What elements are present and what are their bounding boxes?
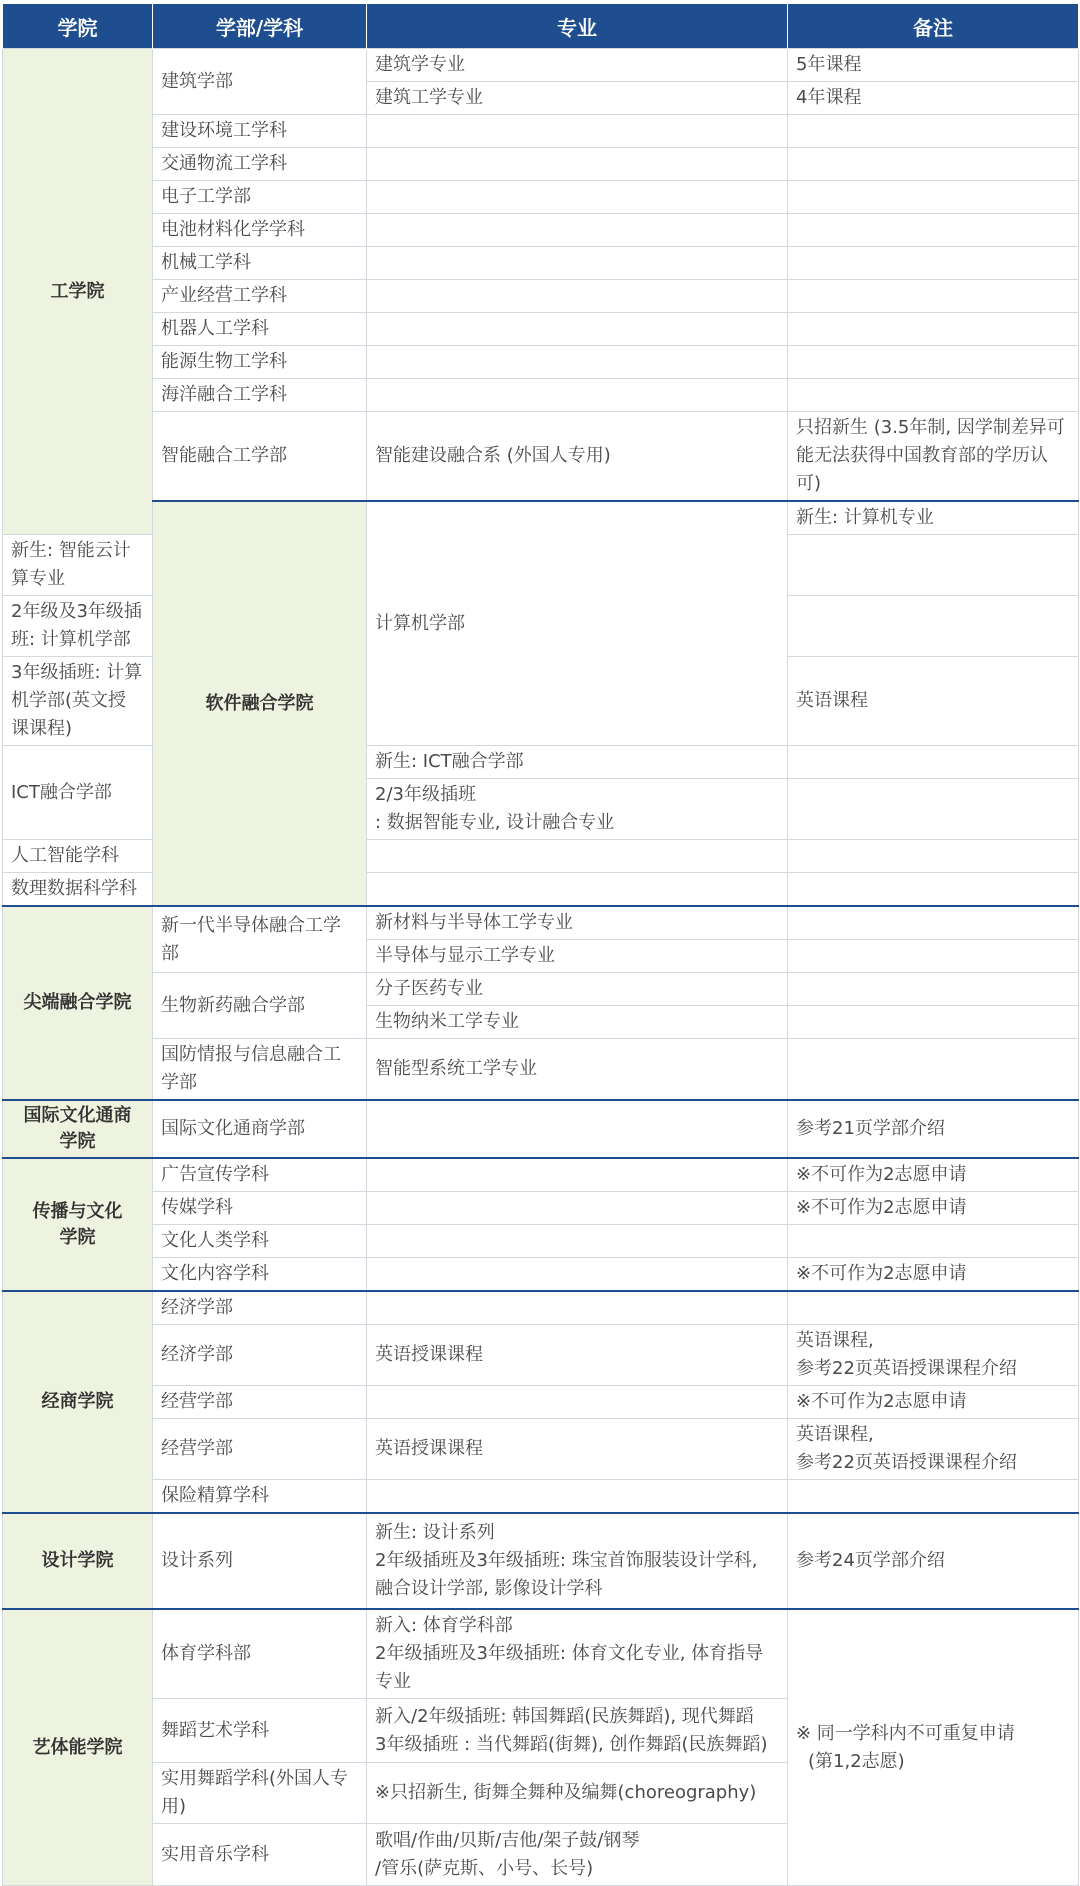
major-cell <box>367 1699 788 1763</box>
college-cell: 经商学院 <box>3 1291 153 1513</box>
dept-cell: 电池材料化学学科 <box>153 214 367 247</box>
major-cell <box>367 280 788 313</box>
major-line: 融合设计学部, 影像设计学科 <box>375 1578 603 1599</box>
note-cell <box>788 1039 1079 1101</box>
note-cell <box>788 115 1079 148</box>
note-cell: ※不可作为2志愿申请 <box>788 1258 1079 1292</box>
major-cell <box>367 148 788 181</box>
major-cell: 建筑学专业 <box>367 49 788 82</box>
major-line: /管乐(萨克斯、小号、长号) <box>375 1857 594 1879</box>
major-line: 新入/2年级插班: 韩国舞蹈(民族舞蹈), 现代舞蹈 <box>375 1705 754 1727</box>
major-cell <box>367 115 788 148</box>
note-cell <box>788 181 1079 214</box>
major-cell <box>367 1225 788 1258</box>
table-row <box>3 1258 1079 1292</box>
dept-cell: 实用舞蹈学科(外国人专用) <box>153 1763 367 1824</box>
table-row <box>3 1100 1079 1158</box>
dept-cell: 国防情报与信息融合工学部 <box>153 1039 367 1101</box>
table-row <box>3 346 1079 379</box>
note-line: 英语课程, <box>796 1424 874 1445</box>
dept-cell: 建设环境工学科 <box>153 115 367 148</box>
major-cell <box>367 1291 788 1325</box>
note-cell <box>788 379 1079 412</box>
major-line: 2年级插班及3年级插班: 体育文化专业, 体育指导专业 <box>375 1643 764 1692</box>
table-row <box>3 313 1079 346</box>
college-cell: 软件融合学院 <box>153 501 367 906</box>
table-row <box>3 115 1079 148</box>
dept-cell: 电子工学部 <box>153 181 367 214</box>
college-line: 学院 <box>59 1131 96 1152</box>
major-cell: 半导体与显示工学专业 <box>367 940 788 973</box>
table-row <box>3 501 1079 535</box>
dept-cell: 数理数据科学科 <box>3 873 153 907</box>
note-cell: ※不可作为2志愿申请 <box>788 1386 1079 1419</box>
dept-cell: 新一代半导体融合工学部 <box>153 906 367 973</box>
dept-cell: 机器人工学科 <box>153 313 367 346</box>
note-cell <box>788 1419 1079 1480</box>
dept-cell: 交通物流工学科 <box>153 148 367 181</box>
major-cell <box>367 1100 788 1158</box>
dept-cell: 广告宣传学科 <box>153 1158 367 1192</box>
major-cell <box>367 1609 788 1699</box>
note-line: ※ 同一学科内不可重复申请 <box>796 1722 1015 1744</box>
table-header-row <box>3 4 1079 49</box>
table-row <box>3 1039 1079 1101</box>
major-line: 歌唱/作曲/贝斯/吉他/架子鼓/钢琴 <box>375 1829 640 1851</box>
table-row <box>3 906 1079 940</box>
note-cell: 参考21页学部介绍 <box>788 1100 1079 1158</box>
note-cell: 5年课程 <box>788 49 1079 82</box>
note-cell <box>788 280 1079 313</box>
table-row <box>3 379 1079 412</box>
header-dept: 学部/学科 <box>153 4 367 49</box>
dept-cell: ICT融合学部 <box>3 746 153 840</box>
dept-cell: 文化内容学科 <box>153 1258 367 1292</box>
table-row <box>3 1513 1079 1609</box>
dept-cell: 生物新药融合学部 <box>153 973 367 1039</box>
note-cell: ※不可作为2志愿申请 <box>788 1158 1079 1192</box>
table-row <box>3 181 1079 214</box>
major-line: 3年级插班 : 当代舞蹈(街舞), 创作舞蹈(民族舞蹈) <box>375 1733 768 1755</box>
major-cell <box>367 873 788 907</box>
dept-cell: 经济学部 <box>153 1325 367 1386</box>
note-line: 英语课程, <box>796 1330 874 1351</box>
college-line: 国际文化通商 <box>23 1105 132 1126</box>
note-line: (第1,2志愿) <box>808 1750 905 1772</box>
college-cell <box>3 1100 153 1158</box>
note-cell <box>788 873 1079 907</box>
dept-cell: 经济学部 <box>153 1291 367 1325</box>
note-cell: 参考24页学部介绍 <box>788 1513 1079 1609</box>
major-cell <box>367 313 788 346</box>
note-cell <box>788 247 1079 280</box>
dept-cell: 机械工学科 <box>153 247 367 280</box>
dept-cell: 实用音乐学科 <box>153 1824 367 1886</box>
note-cell <box>788 906 1079 940</box>
note-line: 参考22页英语授课课程介绍 <box>796 1452 1017 1473</box>
major-cell: 英语授课课程 <box>367 1325 788 1386</box>
college-cell: 工学院 <box>3 49 153 535</box>
note-cell <box>788 1325 1079 1386</box>
dept-cell: 海洋融合工学科 <box>153 379 367 412</box>
table-row <box>3 973 1079 1006</box>
note-cell: ※不可作为2志愿申请 <box>788 1192 1079 1225</box>
table-row <box>3 1419 1079 1480</box>
major-cell <box>367 840 788 873</box>
dept-cell: 智能融合工学部 <box>153 412 367 502</box>
header-major: 专业 <box>367 4 788 49</box>
table-row <box>3 49 1079 82</box>
note-cell: 4年课程 <box>788 82 1079 115</box>
major-cell: 智能建设融合系 (外国人专用) <box>367 412 788 502</box>
table-row <box>3 1609 1079 1699</box>
major-cell: 新生: ICT融合学部 <box>367 746 788 779</box>
note-cell <box>788 840 1079 873</box>
note-cell <box>788 346 1079 379</box>
note-cell <box>788 1609 1079 1886</box>
dept-cell: 传媒学科 <box>153 1192 367 1225</box>
dept-cell: 建筑学部 <box>153 49 367 115</box>
dept-cell: 体育学科部 <box>153 1609 367 1699</box>
major-cell <box>367 181 788 214</box>
major-cell: 分子医药专业 <box>367 973 788 1006</box>
note-cell: 英语课程 <box>788 657 1079 746</box>
table-row <box>3 247 1079 280</box>
note-cell <box>788 313 1079 346</box>
major-cell: 智能型系统工学专业 <box>367 1039 788 1101</box>
note-cell <box>788 148 1079 181</box>
dept-cell: 设计系列 <box>153 1513 367 1609</box>
major-cell: ※只招新生, 街舞全舞种及编舞(choreography) <box>367 1763 788 1824</box>
table-row <box>3 1158 1079 1192</box>
note-cell <box>788 1225 1079 1258</box>
major-cell <box>367 779 788 840</box>
note-cell <box>788 535 1079 596</box>
table-row <box>3 1225 1079 1258</box>
dept-cell: 经营学部 <box>153 1419 367 1480</box>
majors-table <box>2 4 1079 1886</box>
major-cell <box>367 1513 788 1609</box>
major-cell <box>367 1386 788 1419</box>
major-cell <box>367 379 788 412</box>
major-cell <box>367 1192 788 1225</box>
dept-cell: 舞蹈艺术学科 <box>153 1699 367 1763</box>
dept-cell: 经营学部 <box>153 1386 367 1419</box>
college-line: 学院 <box>59 1226 96 1248</box>
major-line: 新入: 体育学科部 <box>375 1615 513 1636</box>
table-row <box>3 1480 1079 1514</box>
table-row <box>3 280 1079 313</box>
major-cell <box>367 1480 788 1514</box>
dept-cell: 能源生物工学科 <box>153 346 367 379</box>
major-cell <box>367 1258 788 1292</box>
note-cell <box>788 214 1079 247</box>
major-line: 2/3年级插班 <box>375 784 476 805</box>
table-row <box>3 1192 1079 1225</box>
major-line: 新生: 设计系列 <box>375 1522 495 1543</box>
dept-cell: 文化人类学科 <box>153 1225 367 1258</box>
major-cell: 新生: 智能云计算专业 <box>3 535 153 596</box>
dept-cell: 产业经营工学科 <box>153 280 367 313</box>
college-cell: 设计学院 <box>3 1513 153 1609</box>
major-cell <box>367 1158 788 1192</box>
table-row <box>3 1325 1079 1386</box>
note-line: 参考22页英语授课课程介绍 <box>796 1358 1017 1379</box>
major-cell: 新生: 计算机专业 <box>788 501 1079 535</box>
table-row <box>3 214 1079 247</box>
major-cell <box>367 1824 788 1886</box>
dept-cell: 计算机学部 <box>367 501 788 746</box>
major-cell <box>367 214 788 247</box>
dept-cell: 保险精算学科 <box>153 1480 367 1514</box>
table-row <box>3 1291 1079 1325</box>
table-row <box>3 148 1079 181</box>
major-cell: 2年级及3年级插班: 计算机学部 <box>3 596 153 657</box>
header-college: 学院 <box>3 4 153 49</box>
note-cell <box>788 973 1079 1006</box>
major-line: : 数据智能专业, 设计融合专业 <box>375 812 615 833</box>
major-cell <box>367 247 788 280</box>
major-cell: 3年级插班: 计算机学部(英文授课课程) <box>3 657 153 746</box>
dept-cell: 国际文化通商学部 <box>153 1100 367 1158</box>
college-cell <box>3 1158 153 1291</box>
note-cell <box>788 596 1079 657</box>
note-cell <box>788 1480 1079 1514</box>
note-cell <box>788 746 1079 779</box>
major-cell: 新材料与半导体工学专业 <box>367 906 788 940</box>
college-cell: 尖端融合学院 <box>3 906 153 1100</box>
header-note: 备注 <box>788 4 1079 49</box>
note-cell <box>788 1006 1079 1039</box>
table-row <box>3 1386 1079 1419</box>
note-cell: 只招新生 (3.5年制, 因学制差异可能无法获得中国教育部的学历认可) <box>788 412 1079 502</box>
dept-cell: 人工智能学科 <box>3 840 153 873</box>
major-cell <box>367 346 788 379</box>
note-cell <box>788 1291 1079 1325</box>
note-cell <box>788 940 1079 973</box>
college-cell: 艺体能学院 <box>3 1609 153 1886</box>
college-line: 传播与文化 <box>32 1200 123 1222</box>
major-cell: 建筑工学专业 <box>367 82 788 115</box>
major-line: 2年级插班及3年级插班: 珠宝首饰服装设计学科, <box>375 1550 758 1571</box>
major-cell: 生物纳米工学专业 <box>367 1006 788 1039</box>
note-cell <box>788 779 1079 840</box>
major-cell: 英语授课课程 <box>367 1419 788 1480</box>
table-row <box>3 412 1079 502</box>
